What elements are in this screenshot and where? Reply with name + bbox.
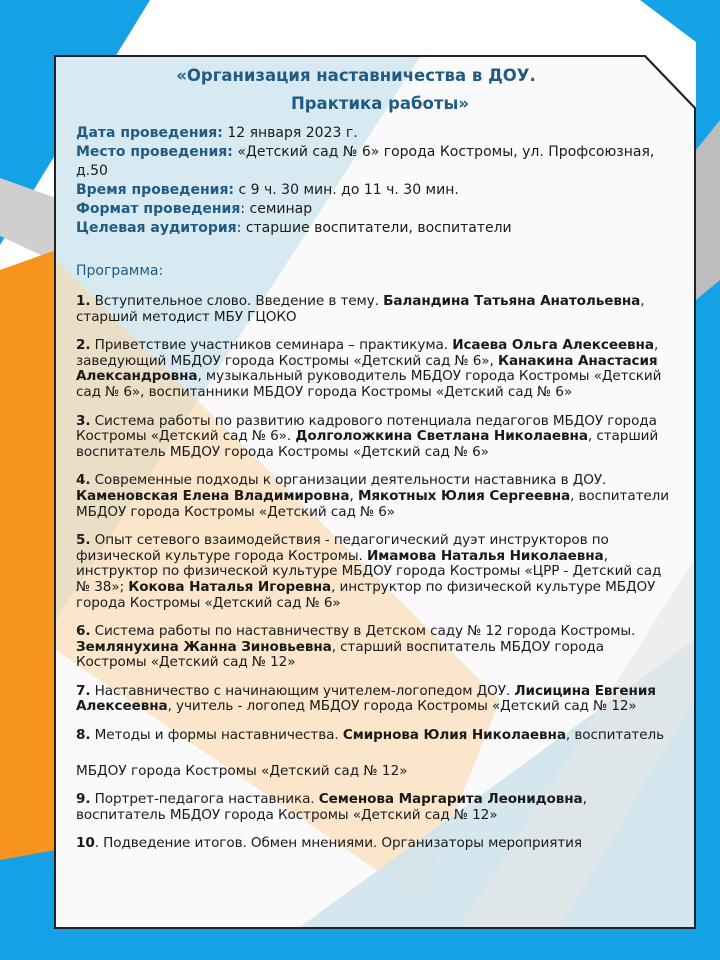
event-format: Формат проведения: семинар	[76, 201, 313, 217]
program-item-8-continuation: МБДОУ города Костромы «Детский сад № 12»	[76, 762, 408, 779]
event-audience: Целевая аудитория: старшие воспитатели, воспитатели	[76, 220, 512, 236]
program-heading: Программа:	[76, 263, 164, 279]
program-item-10: 10. Подведение итогов. Обмен мнениями. Организаторы мероприятия	[76, 835, 582, 852]
program-item-2: 2. Приветствие участников семинара – практикума. Исаева Ольга Алексеевна, заведующий МБДОУ города Костромы «Детский сад № 6», Канакина Анастасия Александровна, музыкальный руководитель МБДОУ города Костромы «Детский сад № 6», воспитанники МБДОУ города Костромы «Детский сад № 6»	[76, 337, 662, 400]
event-details	[76, 124, 676, 238]
program-item-7: 7. Наставничество с начинающим учителем-логопедом ДОУ. Лисицина Евгения Алексеевна, учитель - логопед МБДОУ города Костромы «Детский сад № 12»	[76, 682, 656, 715]
event-place: Место проведения: «Детский сад № 6» города Костромы, ул. Профсоюзная, д.50	[76, 144, 655, 179]
program-item-5: 5. Опыт сетевого взаимодействия - педагогический дуэт инструкторов по физической культуре города Костромы. Имамова Наталья Николаевна, инструктор по физической культуре МБДОУ города Костромы «ЦРР - Детский сад № 38»; Кокова Наталья Игоревна, инструктор по физической культуре МБДОУ города Костромы «Детский сад № 6»	[76, 532, 662, 611]
event-time: Время проведения: с 9 ч. 30 мин. до 11 ч. 30 мин.	[76, 182, 459, 198]
title-line-2: Практика работы»	[290, 94, 470, 113]
title-line-1: «Организация наставничества в ДОУ.	[176, 66, 536, 85]
program-item-4: 4. Современные подходы к организации деятельности наставника в ДОУ. Каменовская Елена Владимировна, Мякотных Юлия Сергеевна, воспитатели МБДОУ города Костромы «Детский сад № 6»	[76, 472, 669, 520]
program-item-3: 3. Система работы по развитию кадрового потенциала педагогов МБДОУ города Костромы «Детский сад № 6». Долголожкина Светлана Николаевна, старший воспитатель МБДОУ города Костромы «Детский сад № 6»	[76, 412, 659, 460]
seminar-program	[76, 62, 676, 852]
program-item-8: 8. Методы и формы наставничества. Смирнова Юлия Николаевна, воспитатель	[76, 727, 665, 744]
page-title	[76, 62, 676, 118]
program-item-9: 9. Портрет-педагога наставника. Семенова Маргарита Леонидовна, воспитатель МБДОУ города Костромы «Детский сад № 12»	[76, 791, 587, 823]
event-date: Дата проведения: 12 января 2023 г.	[76, 125, 358, 141]
program-item-6: 6. Система работы по наставничеству в Детском саду № 12 города Костромы. Землянухина Жанна Зиновьевна, старший воспитатель МБДОУ города Костромы «Детский сад № 12»	[76, 623, 636, 671]
program-item-1: 1. Вступительное слово. Введение в тему. Баландина Татьяна Анатольевна, старший методист МБУ ГЦОКО	[76, 293, 645, 325]
